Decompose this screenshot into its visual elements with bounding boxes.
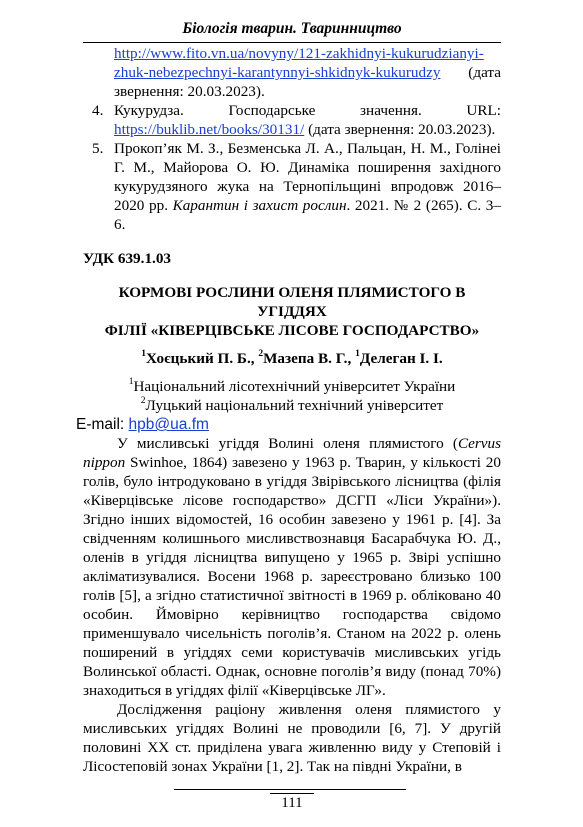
udk-code: УДК 639.1.03	[83, 250, 172, 267]
running-title: Біологія тварин. Тваринництво	[182, 20, 402, 37]
body-paragraph: У мисливські угіддя Волині оленя плямистого (Cervus nippon Swinhoe, 1864) завезено у 1963 р. Тварин, у кількості 20 голів, було інтродуковано в угіддя Звірівського лісництва (філія «Ківерцівське лісове господарство» ДСГП «Ліси України»). Згідно інших відомостей, 16 особин завезено у 1961 р. [4]. За свідченням колишнього мисливствознавця Басарабчука Ю. Д., оленів в угіддя лісництва випущено у 1965 р. Звірі успішно акліматизувалися. Восени 1968 р. зареєстровано близько 100 голів [5], а згідно статистичної звітності в 1969 р. обліковано 40 особин. Ймовірно керівництво господарства свідомо применшувало чисельність поголів’я. Станом на 2022 р. олень поширений в угіддях семи користувачів мисливських угідь Волинської області. Однак, основне поголів’я виду (понад 70%) знаходиться в угіддях філії «Ківерцівське ЛГ».	[83, 435, 501, 699]
authors: $^1$Хоєцький П. Б., $^2$Мазепа В. Г., $^1$Делеган І. І.	[141, 348, 443, 367]
body-paragraph: Дослідження раціону живлення оленя плямистого у мисливських угіддях Волині не проводили [6, 7]. У другій половині ХХ ст. приділена увага живленню виду у Степовій і Лісостеповій зонах України [1, 2]. Так на півдні України, в	[83, 701, 501, 775]
reference-4: 4. Кукурудза. Господарське значення. URL: https://buklib.net/books/30131/ (дата звернення: 20.03.2023).	[83, 101, 501, 139]
reference-3-continued: http://www.fito.vn.ua/novyny/121-zakhidnyi-kukurudzianyi- zhuk-nebezpechnyi-karantynnyi-shkidnyk-kukurudzy (дата звернення: 20.03.2023).	[114, 45, 501, 100]
article-title: КОРМОВІ РОСЛИНИ ОЛЕНЯ ПЛЯМИСТОГО В УГІДДЯХ ФІЛІЇ «КІВЕРЦІВСЬКЕ ЛІСОВЕ ГОСПОДАРСТВО»	[104, 284, 480, 339]
header-rule	[83, 42, 501, 43]
reference-number: 4.	[92, 102, 104, 119]
page-number: 111	[270, 793, 314, 812]
email-link[interactable]: hpb@ua.fm	[128, 416, 209, 433]
email-line: E-mail: hpb@ua.fm	[76, 416, 209, 433]
affiliation: $^1$Національний лісотехнічний університет України	[128, 376, 456, 395]
affiliations	[83, 377, 501, 415]
footer-rule	[174, 789, 406, 790]
affiliation: $^2$Луцький національний технічний університет	[140, 395, 444, 414]
reference-5: 5. Прокоп’як М. З., Безменська Л. А., Пальцан, Н. М., Голінеі Г. М., Майорова О. Ю. Динаміка поширення західного кукурудзяного жука на Тернопільщині впродовж 2016–2020 рр. Карантин і захист рослин. 2021. № 2 (265). С. 3–6.	[83, 139, 501, 234]
reference-link[interactable]: http://www.fito.vn.ua/novyny/121-zakhidnyi-kukurudzianyi- zhuk-nebezpechnyi-karantynnyi-shkidnyk-kukurudzy	[114, 45, 484, 81]
content	[76, 44, 501, 776]
reference-number: 5.	[92, 140, 104, 157]
reference-link[interactable]: https://buklib.net/books/30131/	[114, 121, 305, 138]
